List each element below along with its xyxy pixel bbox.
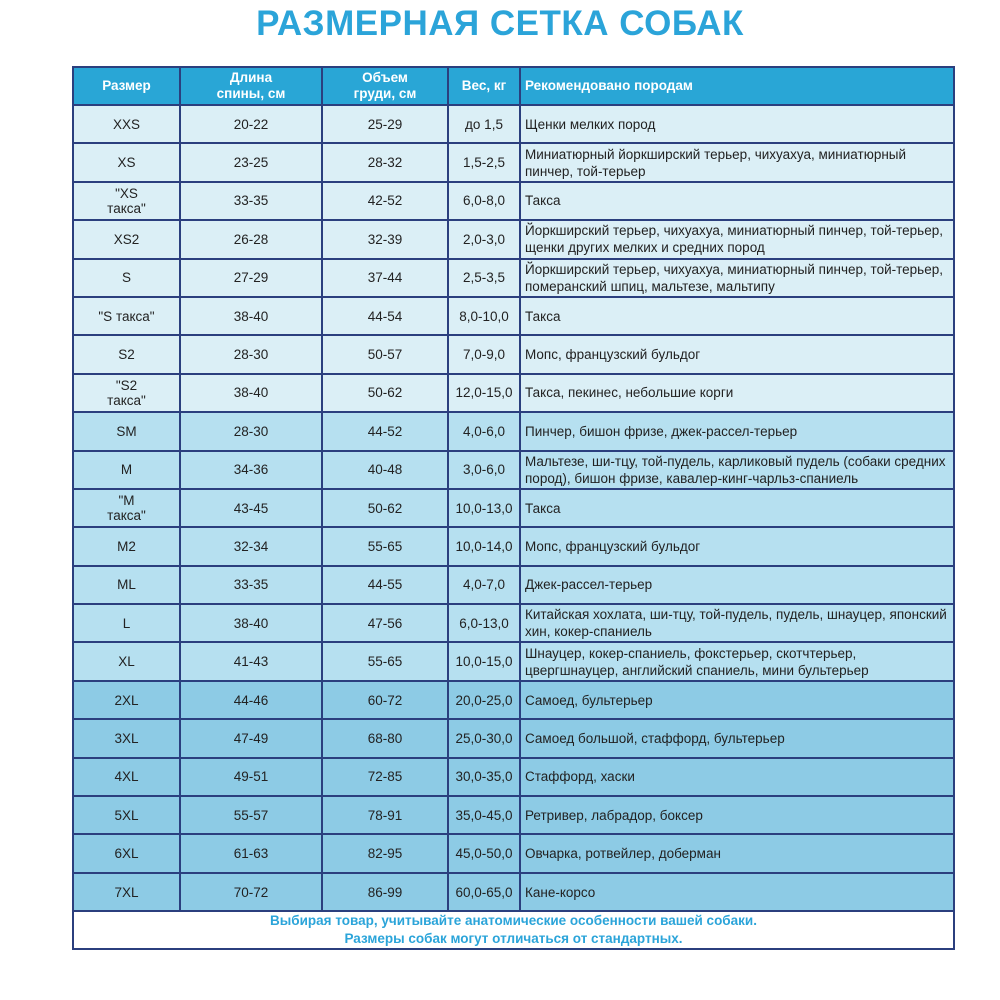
weight-cell: 12,0-15,0 (448, 374, 520, 412)
breeds-cell: Такса, пекинес, небольшие корги (520, 374, 954, 412)
size-chart-table (72, 66, 955, 950)
breeds-cell: Мопс, французский бульдог (520, 527, 954, 565)
weight-cell: 35,0-45,0 (448, 796, 520, 834)
size-cell: "M такса" (73, 489, 180, 527)
back-length-cell: 33-35 (180, 566, 322, 604)
size-cell: L (73, 604, 180, 642)
size-cell: SM (73, 412, 180, 450)
footer-line-2: Размеры собак могут отличаться от стандартных. (344, 931, 683, 947)
size-cell: M2 (73, 527, 180, 565)
size-cell: 2XL (73, 681, 180, 719)
chest-cell: 28-32 (322, 143, 448, 181)
table-row (73, 681, 954, 719)
weight-cell: до 1,5 (448, 105, 520, 143)
size-cell: 3XL (73, 719, 180, 757)
weight-cell: 10,0-14,0 (448, 527, 520, 565)
table-row (73, 796, 954, 834)
weight-cell: 8,0-10,0 (448, 297, 520, 335)
table-row (73, 412, 954, 450)
chest-cell: 72-85 (322, 758, 448, 796)
chest-cell: 47-56 (322, 604, 448, 642)
breeds-cell: Стаффорд, хаски (520, 758, 954, 796)
size-cell: 7XL (73, 873, 180, 911)
weight-cell: 7,0-9,0 (448, 335, 520, 373)
chest-cell: 42-52 (322, 182, 448, 220)
back-length-cell: 27-29 (180, 259, 322, 297)
table-row (73, 259, 954, 297)
back-length-cell: 28-30 (180, 335, 322, 373)
footer-line-1: Выбирая товар, учитывайте анатомические особенности вашей собаки. (270, 913, 757, 929)
footer-note (73, 911, 954, 949)
chest-cell: 50-62 (322, 374, 448, 412)
header-breeds: Рекомендовано породам (520, 67, 954, 105)
breeds-cell: Такса (520, 489, 954, 527)
chest-cell: 50-62 (322, 489, 448, 527)
header-weight: Вес, кг (448, 67, 520, 105)
chest-cell: 44-54 (322, 297, 448, 335)
breeds-cell: Ретривер, лабрадор, боксер (520, 796, 954, 834)
weight-cell: 30,0-35,0 (448, 758, 520, 796)
table-row (73, 451, 954, 489)
size-cell: S (73, 259, 180, 297)
breeds-cell: Овчарка, ротвейлер, доберман (520, 834, 954, 872)
table-row (73, 566, 954, 604)
weight-cell: 6,0-8,0 (448, 182, 520, 220)
table-row (73, 297, 954, 335)
table-row (73, 489, 954, 527)
back-length-cell: 38-40 (180, 604, 322, 642)
weight-cell: 60,0-65,0 (448, 873, 520, 911)
chest-cell: 82-95 (322, 834, 448, 872)
breeds-cell: Джек-рассел-терьер (520, 566, 954, 604)
back-length-cell: 32-34 (180, 527, 322, 565)
breeds-cell: Мопс, французский бульдог (520, 335, 954, 373)
size-cell: 5XL (73, 796, 180, 834)
page-title: РАЗМЕРНАЯ СЕТКА СОБАК (256, 4, 744, 43)
back-length-cell: 38-40 (180, 297, 322, 335)
table-header-row (73, 67, 954, 105)
size-cell: 4XL (73, 758, 180, 796)
size-cell: XS (73, 143, 180, 181)
size-cell: ML (73, 566, 180, 604)
breeds-cell: Такса (520, 297, 954, 335)
table-row (73, 873, 954, 911)
breeds-cell: Йоркширский терьер, чихуахуа, миниатюрный пинчер, той-терьер, померанский шпиц, мальтезе, мальтипу (520, 259, 954, 297)
chest-cell: 32-39 (322, 220, 448, 258)
breeds-cell: Самоед большой, стаффорд, бультерьер (520, 719, 954, 757)
back-length-cell: 41-43 (180, 642, 322, 680)
weight-cell: 20,0-25,0 (448, 681, 520, 719)
table-row (73, 143, 954, 181)
chest-cell: 37-44 (322, 259, 448, 297)
back-length-cell: 49-51 (180, 758, 322, 796)
size-cell: M (73, 451, 180, 489)
chest-cell: 60-72 (322, 681, 448, 719)
breeds-cell: Кане-корсо (520, 873, 954, 911)
size-cell: XL (73, 642, 180, 680)
table-row (73, 527, 954, 565)
weight-cell: 4,0-6,0 (448, 412, 520, 450)
breeds-cell: Шнауцер, кокер-спаниель, фокстерьер, скотчтерьер, цвергшнауцер, английский спаниель, мини бультерьер (520, 642, 954, 680)
breeds-cell: Йоркширский терьер, чихуахуа, миниатюрный пинчер, той-терьер, щенки других мелких и средних пород (520, 220, 954, 258)
table-row (73, 335, 954, 373)
size-cell: "XS такса" (73, 182, 180, 220)
table-row (73, 374, 954, 412)
breeds-cell: Щенки мелких пород (520, 105, 954, 143)
table-row (73, 604, 954, 642)
chest-cell: 44-52 (322, 412, 448, 450)
size-cell: 6XL (73, 834, 180, 872)
footer-row (73, 911, 954, 949)
chest-cell: 86-99 (322, 873, 448, 911)
back-length-cell: 26-28 (180, 220, 322, 258)
size-cell: XS2 (73, 220, 180, 258)
chest-cell: 40-48 (322, 451, 448, 489)
back-length-cell: 20-22 (180, 105, 322, 143)
weight-cell: 2,5-3,5 (448, 259, 520, 297)
weight-cell: 4,0-7,0 (448, 566, 520, 604)
back-length-cell: 23-25 (180, 143, 322, 181)
chest-cell: 44-55 (322, 566, 448, 604)
size-cell: XXS (73, 105, 180, 143)
header-chest: Объем груди, см (322, 67, 448, 105)
table-row (73, 834, 954, 872)
back-length-cell: 61-63 (180, 834, 322, 872)
chest-cell: 50-57 (322, 335, 448, 373)
table-row (73, 642, 954, 680)
breeds-cell: Такса (520, 182, 954, 220)
table-row (73, 182, 954, 220)
weight-cell: 10,0-13,0 (448, 489, 520, 527)
size-cell: "S2 такса" (73, 374, 180, 412)
header-back-length: Длина спины, см (180, 67, 322, 105)
breeds-cell: Самоед, бультерьер (520, 681, 954, 719)
table-row (73, 220, 954, 258)
breeds-cell: Миниатюрный йоркширский терьер, чихуахуа, миниатюрный пинчер, той-терьер (520, 143, 954, 181)
table-row (73, 719, 954, 757)
chest-cell: 25-29 (322, 105, 448, 143)
back-length-cell: 44-46 (180, 681, 322, 719)
back-length-cell: 70-72 (180, 873, 322, 911)
breeds-cell: Китайская хохлата, ши-тцу, той-пудель, пудель, шнауцер, японский хин, кокер-спаниель (520, 604, 954, 642)
breeds-cell: Пинчер, бишон фризе, джек-рассел-терьер (520, 412, 954, 450)
table-row (73, 105, 954, 143)
table-row (73, 758, 954, 796)
back-length-cell: 33-35 (180, 182, 322, 220)
weight-cell: 2,0-3,0 (448, 220, 520, 258)
back-length-cell: 28-30 (180, 412, 322, 450)
header-size: Размер (73, 67, 180, 105)
back-length-cell: 38-40 (180, 374, 322, 412)
weight-cell: 6,0-13,0 (448, 604, 520, 642)
weight-cell: 25,0-30,0 (448, 719, 520, 757)
back-length-cell: 47-49 (180, 719, 322, 757)
size-cell: "S такса" (73, 297, 180, 335)
weight-cell: 3,0-6,0 (448, 451, 520, 489)
weight-cell: 45,0-50,0 (448, 834, 520, 872)
weight-cell: 10,0-15,0 (448, 642, 520, 680)
back-length-cell: 43-45 (180, 489, 322, 527)
back-length-cell: 34-36 (180, 451, 322, 489)
chest-cell: 55-65 (322, 642, 448, 680)
chest-cell: 78-91 (322, 796, 448, 834)
weight-cell: 1,5-2,5 (448, 143, 520, 181)
chest-cell: 55-65 (322, 527, 448, 565)
chest-cell: 68-80 (322, 719, 448, 757)
back-length-cell: 55-57 (180, 796, 322, 834)
breeds-cell: Мальтезе, ши-тцу, той-пудель, карликовый пудель (собаки средних пород), бишон фризе, кавалер-кинг-чарльз-спаниель (520, 451, 954, 489)
size-cell: S2 (73, 335, 180, 373)
